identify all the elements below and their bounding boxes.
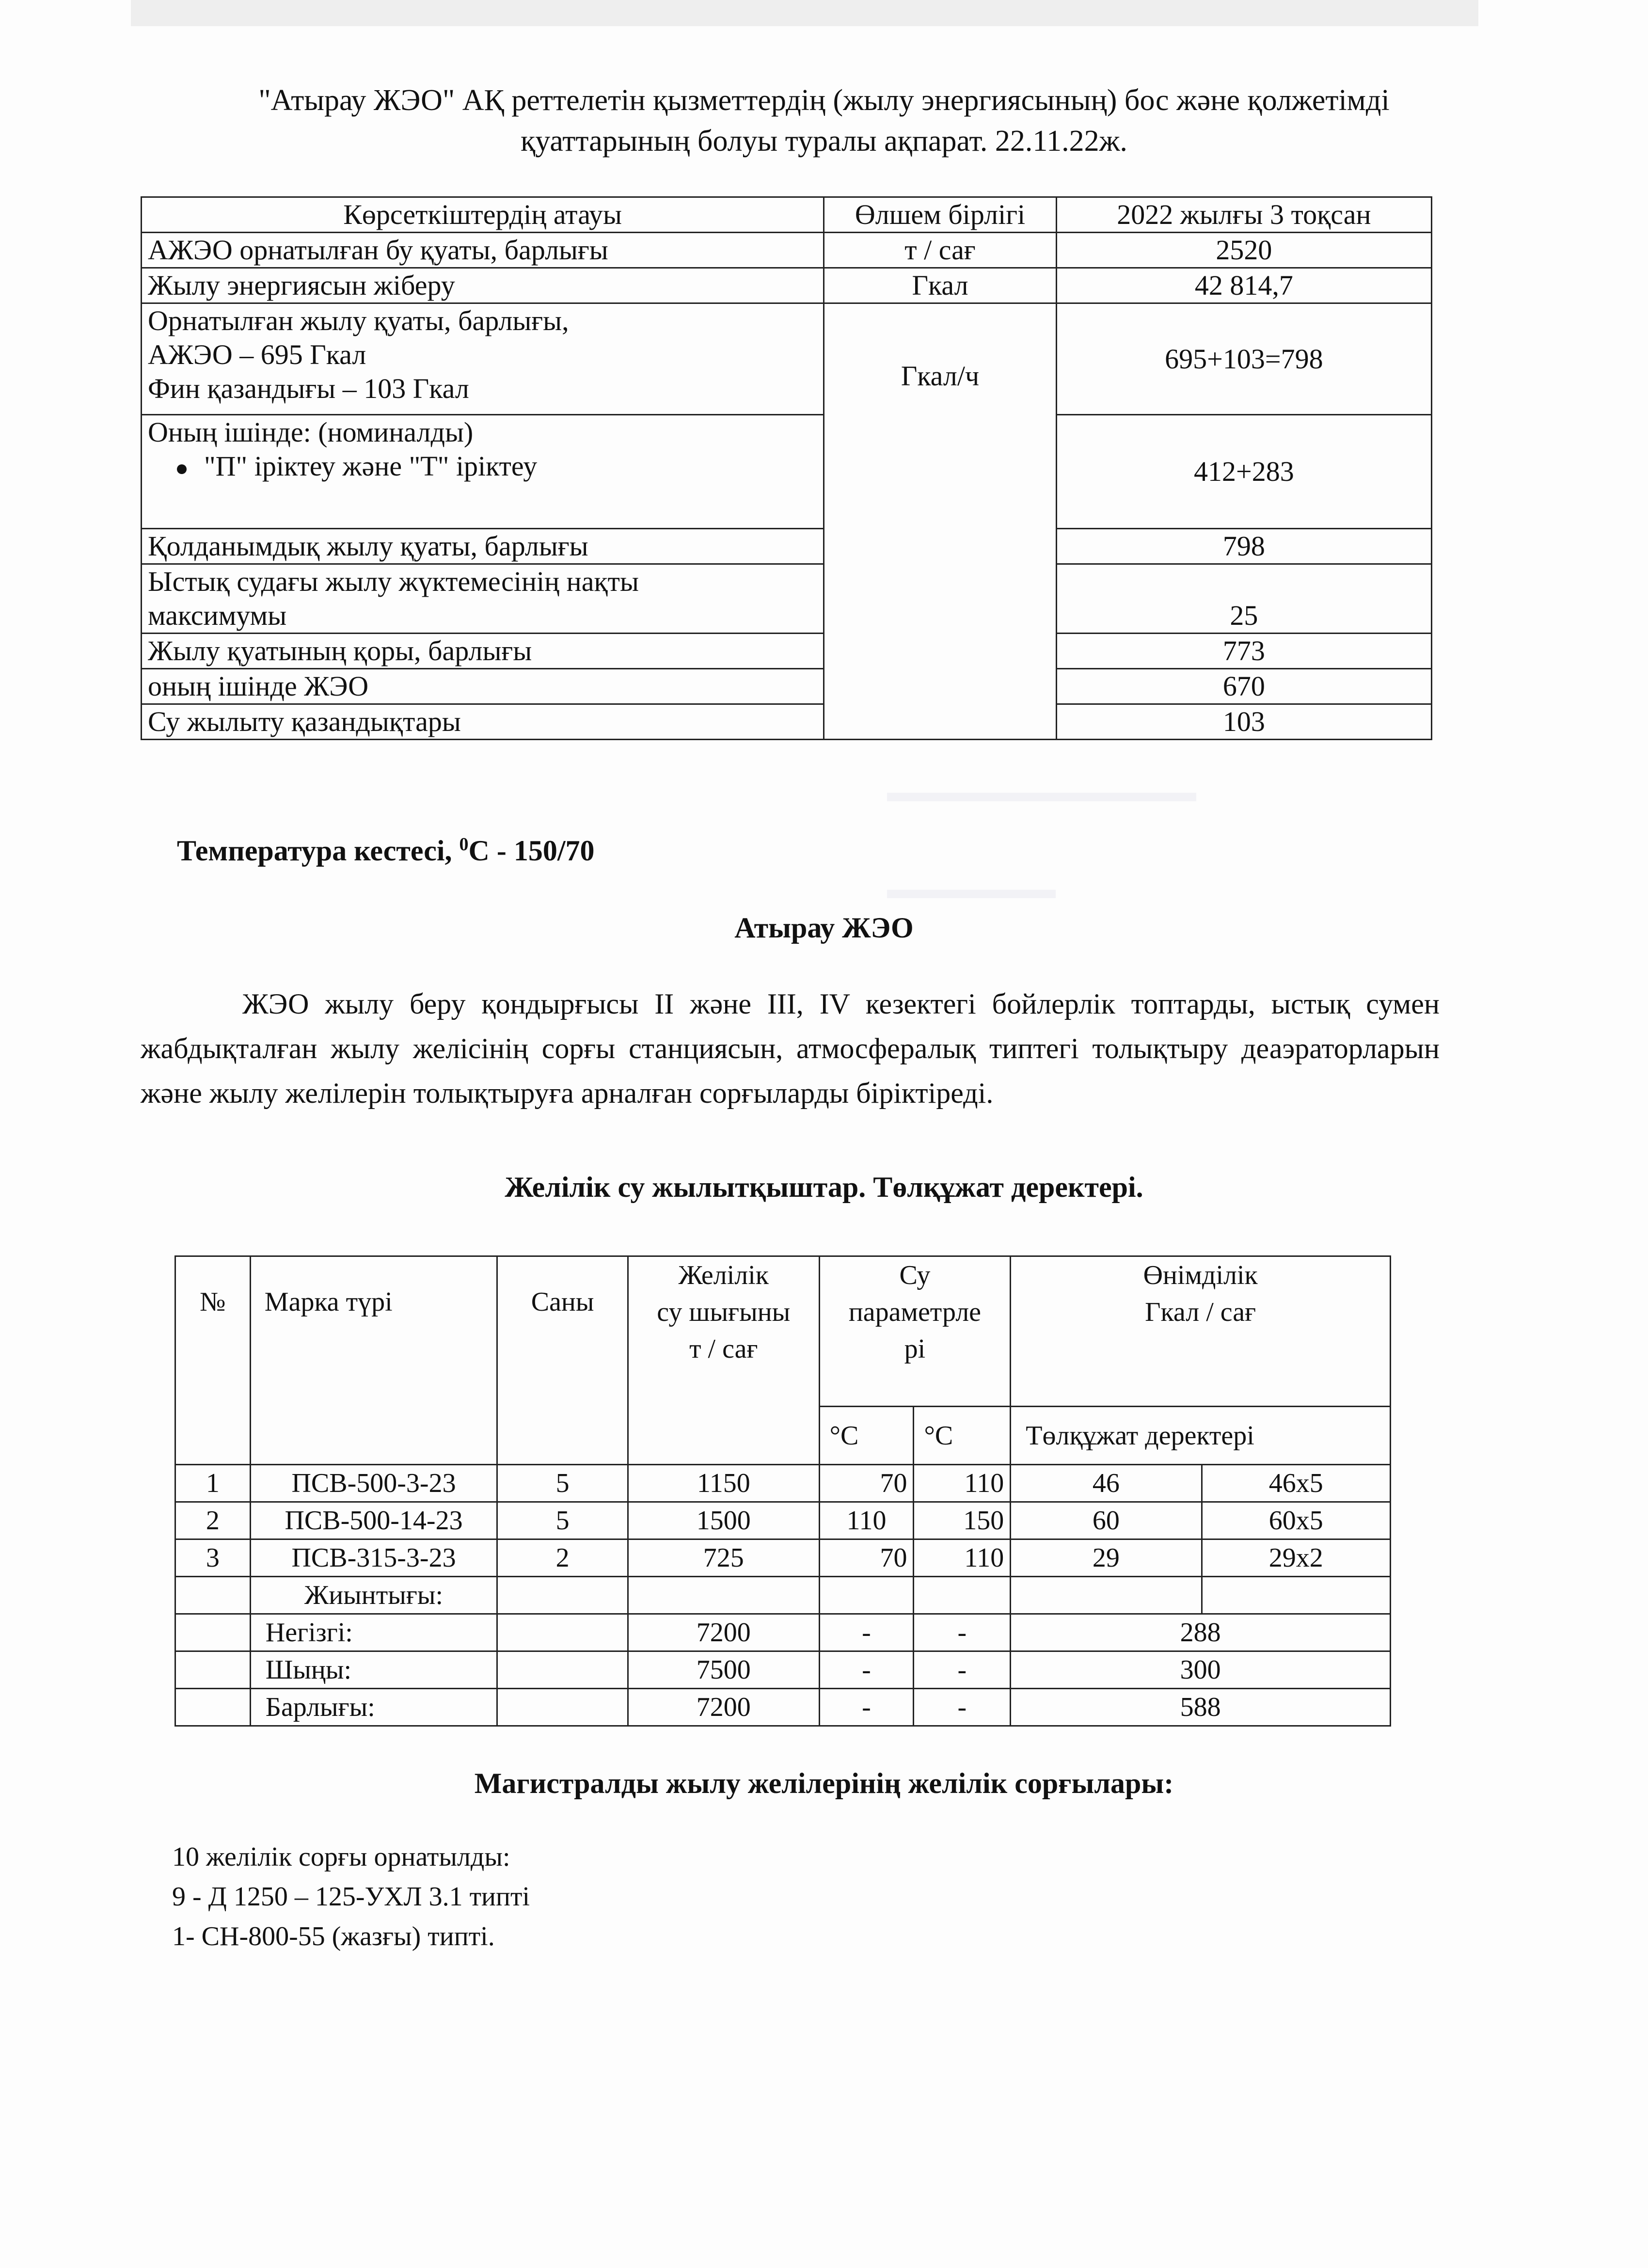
row-flow: 725 — [628, 1539, 819, 1577]
flow-header-line: су шығыны — [657, 1297, 791, 1327]
col-header-passport: Төлқұжат деректері — [1011, 1407, 1391, 1465]
temperature-schedule — [177, 834, 595, 868]
bleed-through-artifact: ▬▬▬▬▬▬ — [887, 873, 1056, 904]
scan-artifact — [131, 0, 1478, 26]
table-header-row — [142, 197, 1432, 233]
empty-cell — [497, 1577, 628, 1614]
summary-temp-in: - — [819, 1614, 914, 1651]
summary-flow: 7200 — [628, 1614, 819, 1651]
empty-cell — [497, 1689, 628, 1726]
summary-temp-in: - — [819, 1651, 914, 1689]
row-temp-in: 70 — [819, 1539, 914, 1577]
row-temp-out: 110 — [914, 1465, 1011, 1502]
col-header-water-params — [819, 1256, 1011, 1407]
row-value: 695+103=798 — [1056, 303, 1431, 415]
water-header-line: параметрле — [848, 1297, 982, 1327]
summary-perf: 300 — [1011, 1651, 1391, 1689]
summary-row — [175, 1614, 1391, 1651]
table-row — [175, 1502, 1391, 1539]
table-row — [142, 268, 1432, 303]
table-header-row — [175, 1256, 1391, 1407]
row-name-line: Оның ішінде: (номиналды) — [148, 416, 474, 448]
pumps-list — [172, 1837, 530, 1956]
summary-flow: 7200 — [628, 1689, 819, 1726]
row-brand: ПСВ-500-14-23 — [250, 1502, 497, 1539]
totals-label: Жиынтығы: — [250, 1577, 497, 1614]
row-value: 773 — [1056, 634, 1431, 669]
row-num: 2 — [175, 1502, 251, 1539]
table-row — [142, 233, 1432, 268]
col-header-brand: Марка түрі — [250, 1256, 497, 1465]
table-row — [142, 669, 1432, 704]
merged-unit-cell — [824, 303, 1057, 740]
row-num: 1 — [175, 1465, 251, 1502]
row-name: АЖЭО орнатылған бу қуаты, барлығы — [142, 233, 824, 268]
row-value: 25 — [1056, 564, 1431, 634]
bullet-icon — [177, 464, 187, 474]
paragraph-text: ЖЭО жылу беру қондырғысы ІІ және ІІІ, ІV кезектегі бойлерлік топтарды, ыстық сумен жабдықталған жылу желісінің сорғы станциясын, атмосфералық типтегі толықтыру деаэраторларын және жылу желілерін толықтыруға арналған сорғыларды біріктіреді. — [141, 988, 1440, 1109]
empty-cell — [628, 1577, 819, 1614]
row-name — [142, 303, 824, 415]
table-row — [142, 704, 1432, 740]
row-value: 670 — [1056, 669, 1431, 704]
row-name — [142, 564, 824, 634]
summary-perf: 588 — [1011, 1689, 1391, 1726]
summary-label: Барлығы: — [250, 1689, 497, 1726]
row-name — [142, 415, 824, 529]
row-perf: 29 — [1011, 1539, 1202, 1577]
empty-cell — [497, 1651, 628, 1689]
row-bullet-item — [148, 449, 817, 483]
temperature-value: С - 150/70 — [468, 835, 595, 867]
row-name-line: Фин қазандығы – 103 Гкал — [148, 373, 469, 404]
title-line-2: қуаттарының болуы туралы ақпарат. 22.11.22ж. — [521, 125, 1127, 158]
row-brand: ПСВ-315-3-23 — [250, 1539, 497, 1577]
empty-cell — [175, 1577, 251, 1614]
col-header-performance — [1011, 1256, 1391, 1407]
col-header-temp-out: °С — [914, 1407, 1011, 1465]
temperature-sup: 0 — [459, 834, 469, 855]
row-temp-in: 110 — [819, 1502, 914, 1539]
col-header-num: № — [175, 1256, 251, 1465]
col-header-name: Көрсеткіштердің атауы — [142, 197, 824, 233]
flow-header-line: т / сағ — [689, 1334, 758, 1364]
list-item: 9 - Д 1250 – 125-УХЛ 3.1 типті — [172, 1882, 530, 1912]
totals-row — [175, 1577, 1391, 1614]
section-heading-pumps: Магистралды жылу желілерінің желілік сорғылары: — [474, 1767, 1174, 1799]
section-heading-atyrau: Атырау ЖЭО — [734, 912, 914, 944]
row-temp-in: 70 — [819, 1465, 914, 1502]
row-name: Қолданымдық жылу қуаты, барлығы — [142, 529, 824, 564]
summary-flow: 7500 — [628, 1651, 819, 1689]
col-header-value: 2022 жылғы 3 тоқсан — [1056, 197, 1431, 233]
row-flow: 1150 — [628, 1465, 819, 1502]
row-value: 2520 — [1056, 233, 1431, 268]
table-row — [142, 303, 1432, 415]
title-line-1: "Атырау ЖЭО" АҚ реттелетін қызметтердің (жылу энергиясының) бос және қолжетімді — [258, 84, 1390, 117]
row-name: оның ішінде ЖЭО — [142, 669, 824, 704]
perf-header-line: Гкал / сағ — [1145, 1297, 1256, 1327]
row-name-line: максимумы — [148, 600, 287, 631]
empty-cell — [819, 1577, 914, 1614]
row-unit: Гкал — [824, 268, 1057, 303]
row-name-line: Ыстық судағы жылу жүктемесінің нақты — [148, 566, 639, 597]
row-unit: т / сағ — [824, 233, 1057, 268]
summary-label: Негізгі: — [250, 1614, 497, 1651]
merged-unit: Гкал/ч — [901, 360, 980, 392]
water-header-line: Су — [899, 1260, 931, 1290]
col-header-count: Саны — [497, 1256, 628, 1465]
row-value: 42 814,7 — [1056, 268, 1431, 303]
row-num: 3 — [175, 1539, 251, 1577]
row-perf-total: 60х5 — [1202, 1502, 1390, 1539]
row-name: Жылу қуатының қоры, барлығы — [142, 634, 824, 669]
table-row — [142, 564, 1432, 634]
col-header-unit: Өлшем бірлігі — [824, 197, 1057, 233]
water-header-line: рі — [904, 1334, 926, 1364]
bullet-text: "П" іріктеу және "Т" іріктеу — [204, 450, 538, 482]
temperature-label: Температура кестесі, — [177, 835, 460, 867]
heaters-table — [174, 1255, 1391, 1727]
row-count: 2 — [497, 1539, 628, 1577]
row-flow: 1500 — [628, 1502, 819, 1539]
summary-row — [175, 1651, 1391, 1689]
empty-cell — [914, 1577, 1011, 1614]
table-row — [142, 634, 1432, 669]
row-name: Жылу энергиясын жіберу — [142, 268, 824, 303]
row-temp-out: 110 — [914, 1539, 1011, 1577]
row-name-line: Орнатылған жылу қуаты, барлығы, — [148, 305, 569, 336]
row-temp-out: 150 — [914, 1502, 1011, 1539]
empty-cell — [175, 1614, 251, 1651]
summary-temp-out: - — [914, 1651, 1011, 1689]
list-item: 1- СН-800-55 (жазғы) типті. — [172, 1921, 495, 1951]
table-row — [175, 1539, 1391, 1577]
summary-label: Шыңы: — [250, 1651, 497, 1689]
empty-cell — [1011, 1577, 1202, 1614]
row-value: 412+283 — [1056, 415, 1431, 529]
row-name-line: АЖЭО – 695 Гкал — [148, 339, 366, 370]
empty-cell — [175, 1689, 251, 1726]
summary-temp-in: - — [819, 1689, 914, 1726]
table-row — [142, 529, 1432, 564]
document-title — [116, 80, 1532, 161]
list-item: 10 желілік сорғы орнатылды: — [172, 1842, 510, 1872]
table-row — [142, 415, 1432, 529]
col-header-flow — [628, 1256, 819, 1465]
empty-cell — [497, 1614, 628, 1651]
row-value: 103 — [1056, 704, 1431, 740]
row-count: 5 — [497, 1465, 628, 1502]
table-row — [175, 1465, 1391, 1502]
summary-temp-out: - — [914, 1614, 1011, 1651]
summary-perf: 288 — [1011, 1614, 1391, 1651]
row-count: 5 — [497, 1502, 628, 1539]
row-perf-total: 46х5 — [1202, 1465, 1390, 1502]
row-value: 798 — [1056, 529, 1431, 564]
col-header-temp-in: °С — [819, 1407, 914, 1465]
row-perf-total: 29х2 — [1202, 1539, 1390, 1577]
capacity-table — [141, 196, 1432, 740]
empty-cell — [1202, 1577, 1390, 1614]
row-brand: ПСВ-500-3-23 — [250, 1465, 497, 1502]
row-perf: 60 — [1011, 1502, 1202, 1539]
flow-header-line: Желілік — [678, 1260, 769, 1290]
perf-header-line: Өнімділік — [1143, 1260, 1258, 1290]
row-name: Су жылыту қазандықтары — [142, 704, 824, 740]
row-perf: 46 — [1011, 1465, 1202, 1502]
bleed-through-artifact: ▬▬▬▬▬▬▬▬▬▬▬ — [887, 776, 1196, 808]
section-heading-heaters: Желілік су жылытқыштар. Төлқұжат деректері. — [505, 1171, 1143, 1203]
summary-row — [175, 1689, 1391, 1726]
description-paragraph — [141, 982, 1440, 1115]
summary-temp-out: - — [914, 1689, 1011, 1726]
empty-cell — [175, 1651, 251, 1689]
